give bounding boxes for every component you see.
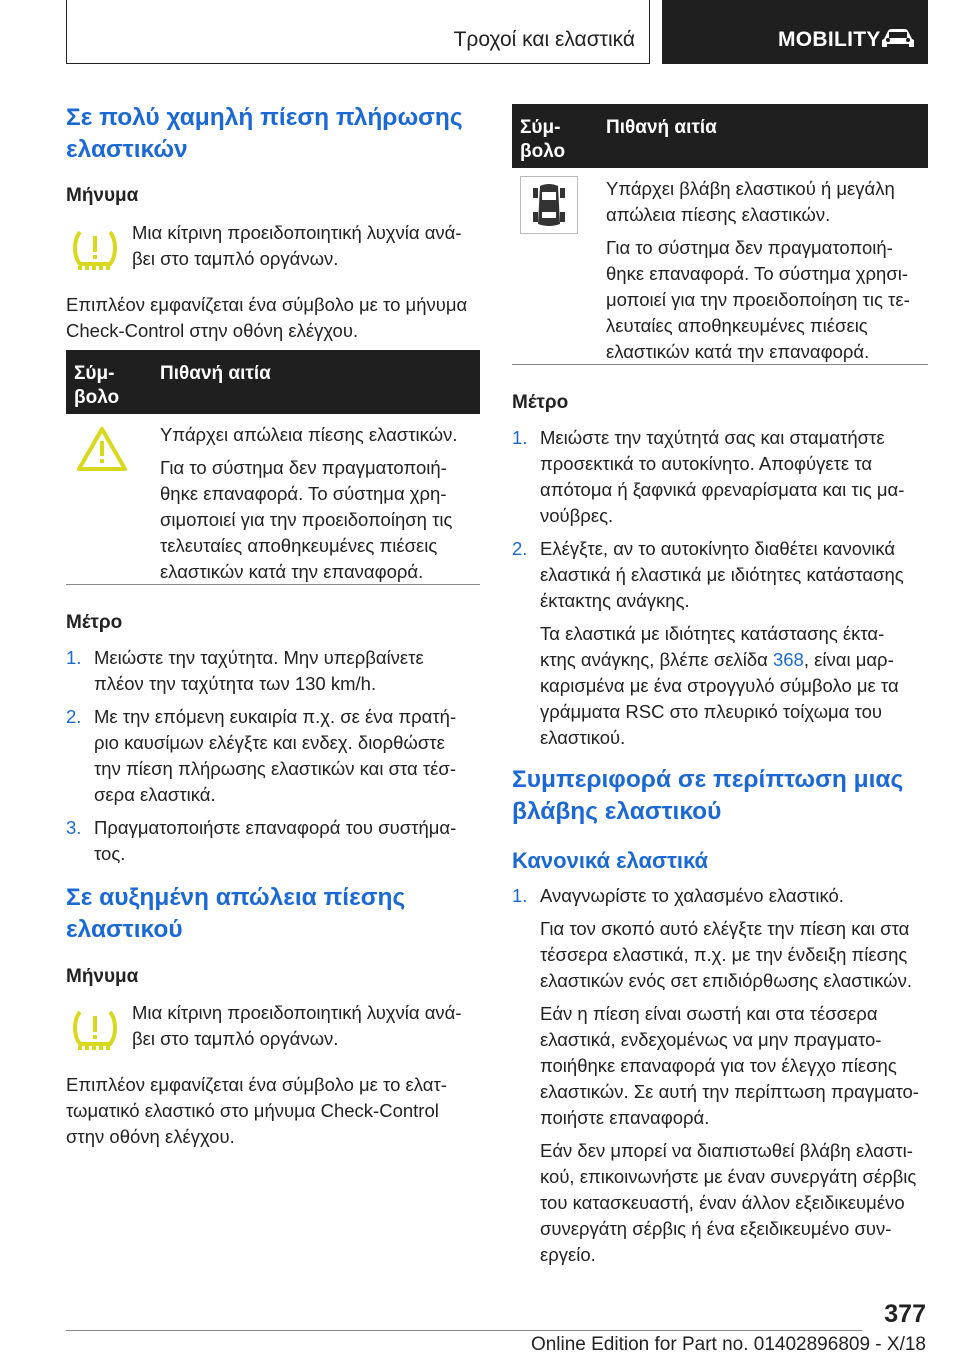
tire-pressure-warning-lamp-icon: [72, 228, 118, 272]
heading-very-low-pressure: Σε πολύ χαμηλή πίεση πλήρωσης ελαστικών: [66, 104, 463, 163]
list-item: 1. Μειώστε την ταχύτητα. Μην υπερβαίνετε πλέον την ταχύτητα των 130 km/h.: [66, 647, 424, 694]
message-text: Μια κίτρινη προειδοποιητική λυχνία ανά- βει στο ταμπλό οργάνων.: [132, 222, 462, 269]
message-label: Μήνυμα: [66, 185, 139, 206]
header-section-box: [66, 0, 650, 64]
heading-tire-damage-behavior: Συμπεριφορά σε περίπτωση μιας βλάβης ελαστικού: [512, 766, 904, 825]
table-bottom-rule: [66, 584, 480, 585]
tire-pressure-warning-lamp-icon: [72, 1008, 118, 1052]
header-chapter-box: [662, 0, 928, 64]
table-header: [512, 104, 928, 168]
measures-list: [66, 645, 480, 874]
list-item: 1. Μειώστε την ταχύτητά σας και σταματήστε προσεκτικά το αυτοκίνητο. Αποφύγετε τα απότομα ή ξαφνικά φρεναρίσματα και τις μα- νούβρες.: [512, 427, 905, 526]
heading-normal-tires: Κανονικά ελαστικά: [512, 848, 709, 873]
measures-label: Μέτρο: [66, 612, 123, 633]
header-section-title: Τροχοί και ελαστικά: [453, 28, 635, 51]
page-number: 377: [884, 1300, 926, 1328]
list-item: 2. Με την επόμενη ευκαιρία π.χ. σε ένα πρατή- ριο καυσίμων ελέγξτε και ενδεχ. διορθώστε την πίεση πλήρωσης ελαστικών και στα τέσ- σερα ελαστικά.: [66, 706, 457, 805]
heading-increased-pressure-loss: Σε αυξημένη απώλεια πίεσης ελαστικού: [66, 884, 406, 943]
car-icon: [880, 27, 916, 49]
page-link-368[interactable]: 368: [772, 649, 804, 670]
measures-label: Μέτρο: [512, 392, 569, 413]
table-bottom-rule: [512, 364, 928, 365]
footer-rule: [66, 1330, 862, 1331]
message-text-2: Μια κίτρινη προειδοποιητική λυχνία ανά- βει στο ταμπλό οργάνων.: [132, 1002, 462, 1049]
list-item: 1. Αναγνωρίστε το χαλασμένο ελαστικό. Για τον σκοπό αυτό ελέγξτε την πίεση και στα τέσσερα ελαστικά, π.χ. με την ένδειξη πίεσης ελαστικών ενός σετ επιδιόρθωσης ελαστικών. Εάν η πίεση είναι σωστή και στα τέσσερα ελαστικά, ενδεχομένως να μην πραγματο- ποιήθηκε επαναφορά για τον έλεγχο πίεσης ελαστικών. Σε αυτή την περίπτωση πραγματο- ποιήστε επαναφορά. Εάν δεν μπορεί να διαπιστωθεί βλάβη ελαστι- κού, επικοινωνήστε με έναν συνεργάτη σέρβις του κατασκευαστή, έναν άλλον εξειδικευμένο συνεργάτη σέρβις ή ένα εξειδικευμένο συν- εργείο.: [512, 885, 919, 1265]
table-header-cause: Πιθανή αιτία: [606, 117, 717, 138]
paragraph-check-control: Επιπλέον εμφανίζεται ένα σύμβολο με το μήνυμα Check-Control στην οθόνη ελέγχου.: [66, 294, 468, 341]
warning-triangle-icon: [76, 426, 128, 472]
table-row-cause: Υπάρχει απώλεια πίεσης ελαστικών. Για το σύστημα δεν πραγματοποιή- θηκε επαναφορά. Το σύστημα χρη- σιμοποιεί για την προειδοποίηση τις τελευταίες αποθηκευμένες πιέσεις ελαστικών κατά την επαναφορά.: [160, 424, 458, 582]
table-header-cause: Πιθανή αιτία: [160, 363, 271, 384]
table-header-symbol: Σύμ- βολο: [74, 363, 120, 408]
list-item: 2. Ελέγξτε, αν το αυτοκίνητο διαθέτει κανονικά ελαστικά ή ελαστικά με ιδιότητες κατάστασης έκτακτης ανάγκης. Τα ελαστικά με ιδιότητες κατάστασης έκτα- κτης ανάγκης, βλέπε σελίδα 368, είναι μαρ- καρισμένα με ένα στρογγυλό σύμβολο με τα γράμματα RSC στο πλευρικό τοίχωμα του ελαστικού.: [512, 538, 904, 748]
table-row-cause: Υπάρχει βλάβη ελαστικού ή μεγάλη απώλεια πίεσης ελαστικών. Για το σύστημα δεν πραγματοποιή- θηκε επαναφορά. Το σύστημα χρησι- μοποιεί για την προειδοποίηση τις τε- λευταίες αποθηκευμένες πιέσεις ελαστικών κατά την επαναφορά.: [606, 178, 910, 362]
header-chapter-title: MOBILITY: [778, 28, 881, 51]
measures-list: [512, 425, 928, 758]
normal-tires-list: [512, 883, 928, 1275]
table-header-symbol: Σύμ- βολο: [520, 117, 566, 162]
message-label-2: Μήνυμα: [66, 966, 139, 987]
paragraph-check-control-2: Επιπλέον εμφανίζεται ένα σύμβολο με το ελατ- τωματικό ελαστικό στο μήνυμα Check-Control στην οθόνη ελέγχου.: [66, 1074, 447, 1147]
list-item: 3. Πραγματοποιήστε επαναφορά του συστήμα- τος.: [66, 817, 457, 864]
tire-damage-car-icon: [520, 176, 578, 234]
table-header: [66, 350, 480, 414]
footer-edition-text: Online Edition for Part no. 01402896809 - X/18: [530, 1334, 926, 1355]
